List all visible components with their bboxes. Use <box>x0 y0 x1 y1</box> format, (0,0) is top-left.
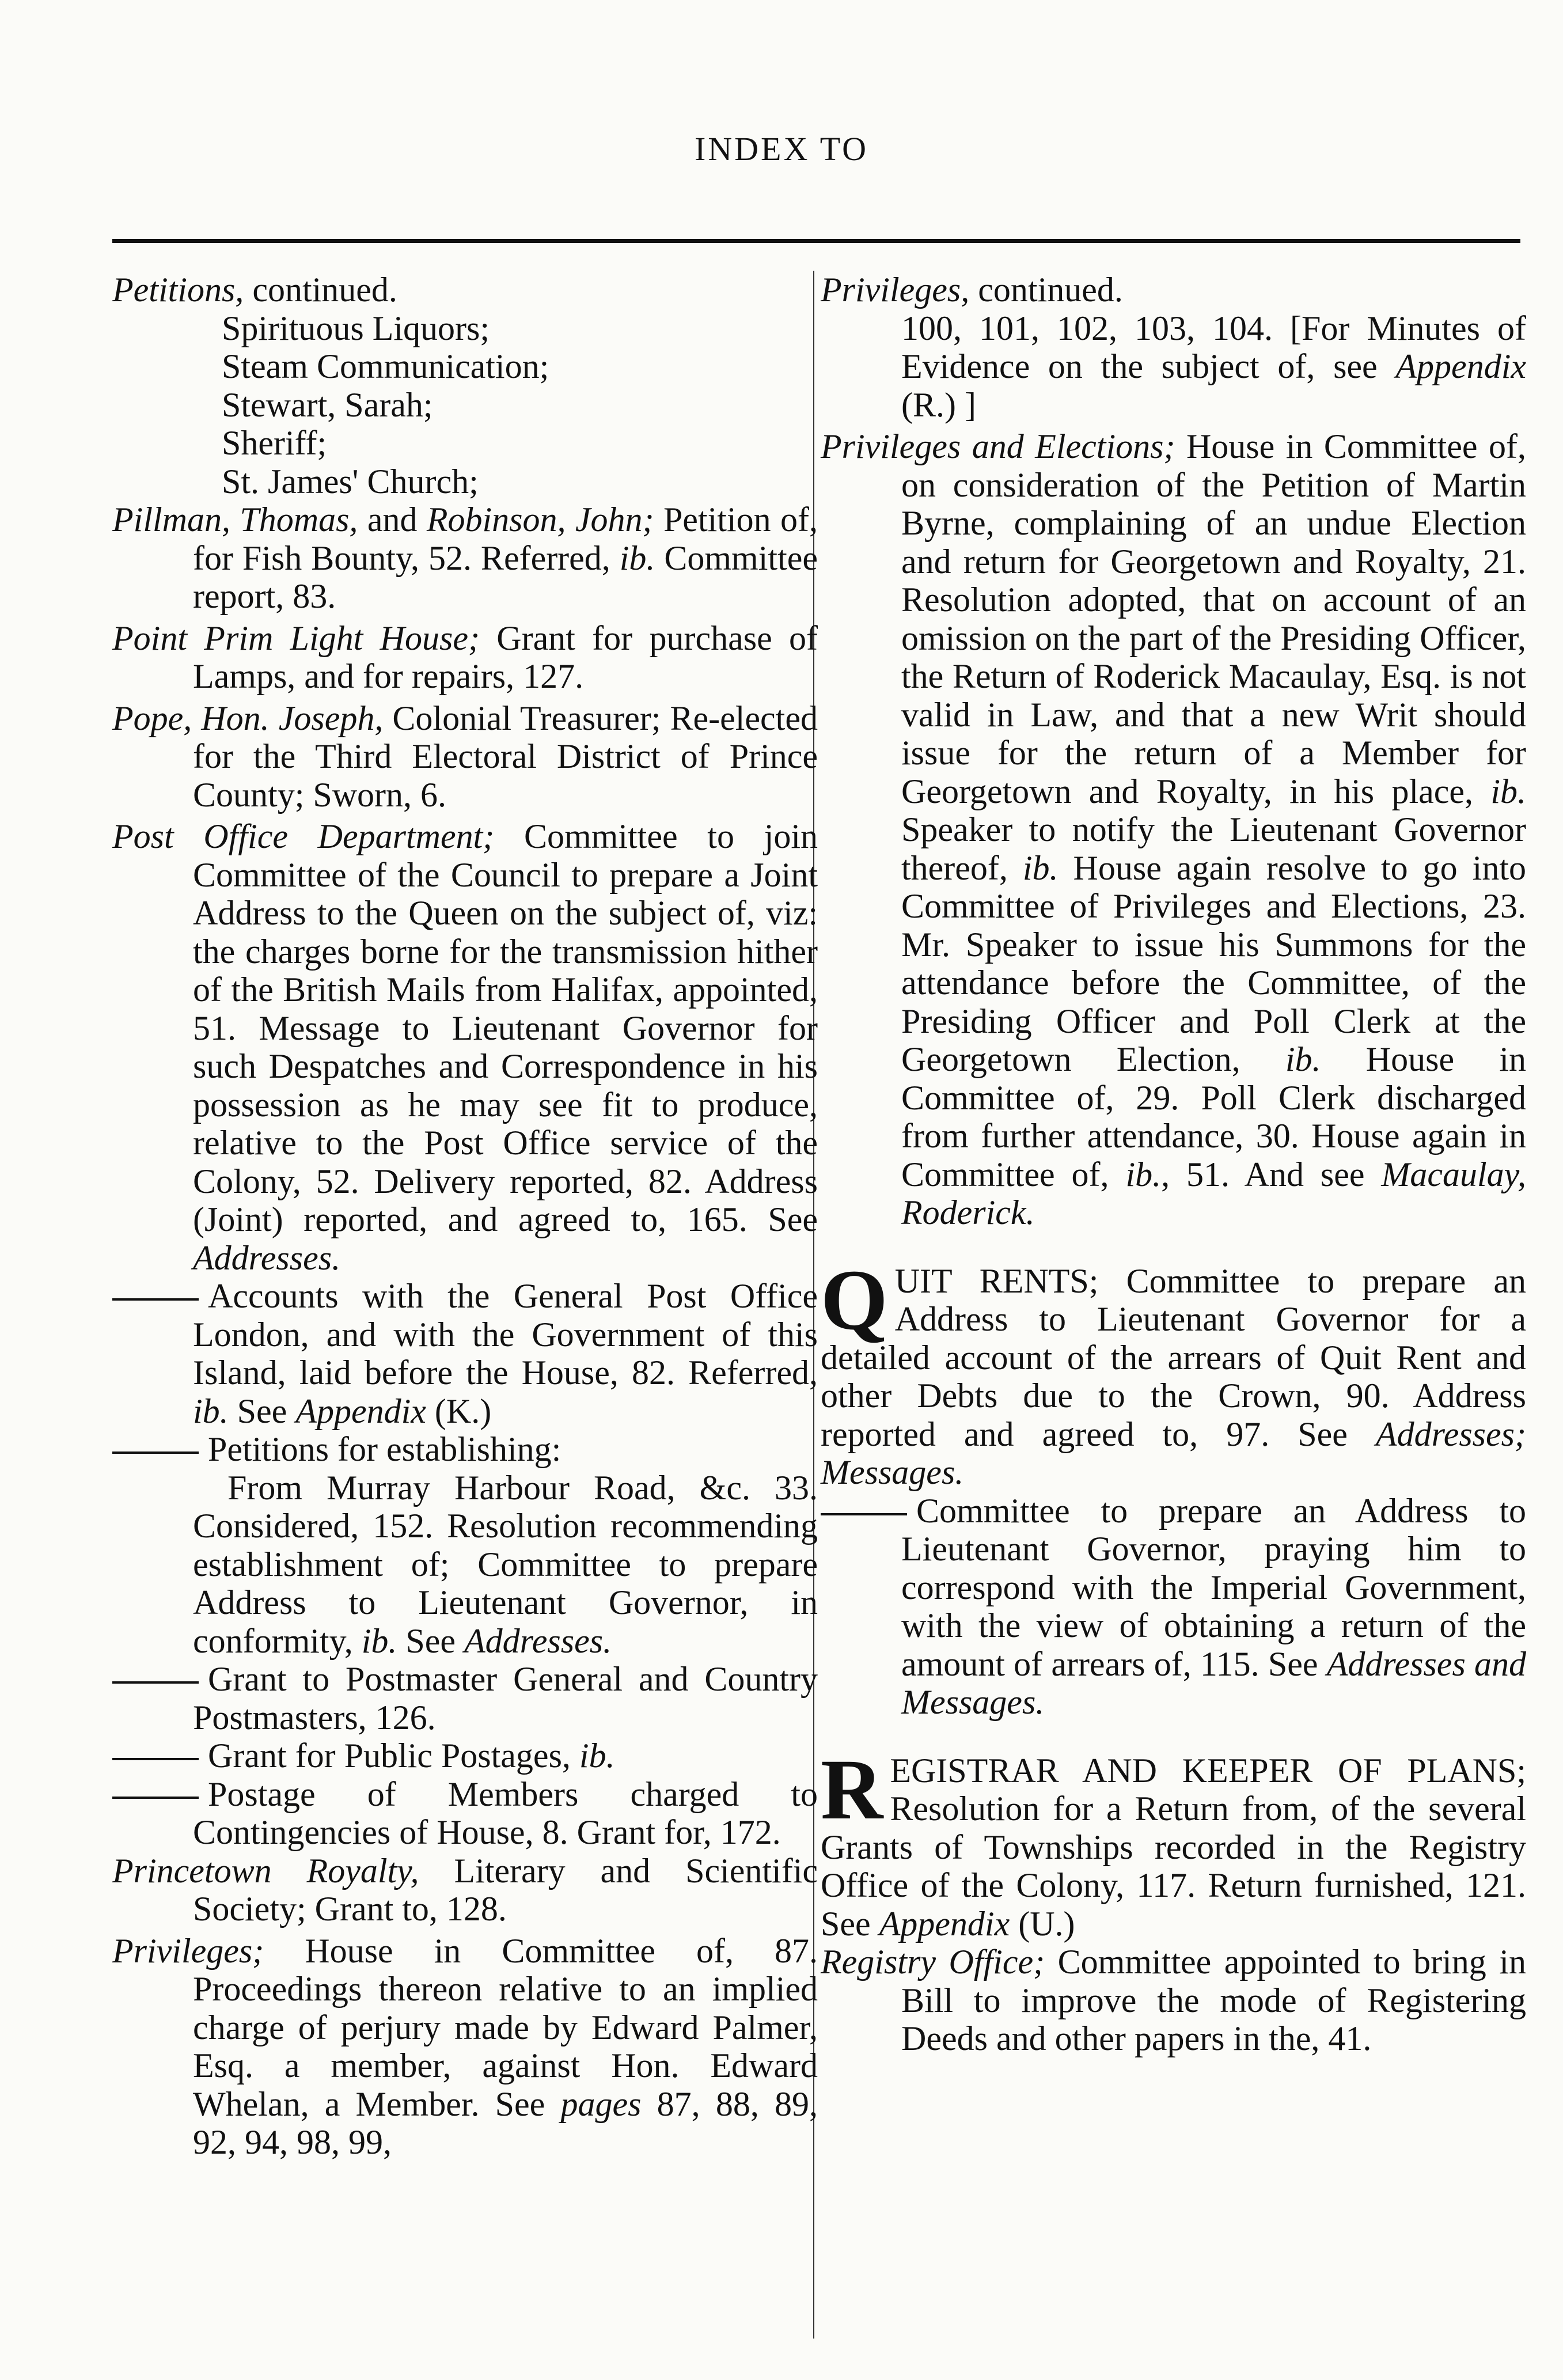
entry-text: House again resolve to go into Committee of Privileges and Elections, 23. Mr. Speaker to issue his Summons for the attendance before the Committee, of the Presiding Officer and Poll Clerk at the Georgetown Election, <box>901 848 1526 1078</box>
entry-text: continued. <box>244 271 397 309</box>
see-ref: pages <box>560 2085 642 2123</box>
entry-text: House in Committee of, 29. Poll Clerk discharged from further attendance, 30. House again in Committee of, <box>901 1040 1526 1193</box>
entry-head: Privileges, <box>821 271 970 309</box>
entry-text: 87, 88, 89, 92, 94, 98, 99, <box>193 2085 818 2161</box>
ib-ref: ib. <box>193 1392 229 1430</box>
spacer <box>821 1232 1526 1262</box>
ib-ref: ib. <box>1285 1040 1321 1078</box>
ib-ref: ib. <box>1125 1155 1162 1193</box>
index-entry-post-office <box>112 817 818 1277</box>
entry-head: Privileges; <box>112 1931 264 1970</box>
ib-ref: ib. <box>361 1621 397 1660</box>
index-entry-princetown <box>112 1852 818 1928</box>
entry-text: Committee to prepare an Address to Lieutenant Governor for a detailed account of the arrears of Quit Rent and other Debts due to the Crown, 90. Address reported and agreed to, 97. See <box>821 1261 1526 1453</box>
sub-entry-accounts <box>112 1277 818 1430</box>
list-item: Steam Communication; <box>222 347 549 385</box>
ib-ref: ib. <box>1490 772 1526 810</box>
em-dash <box>821 1513 907 1515</box>
entry-text: (U.) <box>1010 1904 1075 1943</box>
entry-text: and <box>358 501 427 539</box>
entry-text: Grant to Postmaster General and Country Postmasters, 126. <box>193 1660 818 1737</box>
entry-text: From Murray Harbour Road, &c. 33. Considered, 152. Resolution recommending establishment of; Committee to prepare Address to Lieutenant Governor, in conformity, <box>193 1468 818 1660</box>
see-ref: Appendix <box>879 1904 1010 1943</box>
see-ref: Macaulay, Roderick. <box>901 1155 1526 1231</box>
entry-text: Resolution for a Return from, of the several Grants of Townships recorded in the Registry Office of the Colony, 117. Return furnished, 121. See <box>821 1790 1526 1943</box>
entry-head: Registry Office; <box>821 1943 1045 1981</box>
sub-entry-postmaster <box>112 1660 818 1737</box>
index-entry-point-prim <box>112 619 818 696</box>
em-dash <box>112 1797 199 1799</box>
entry-text: Grant for Public Postages, <box>208 1737 579 1775</box>
em-dash <box>112 1452 199 1454</box>
sub-entry-members-postage <box>112 1775 818 1852</box>
see-ref: Appendix <box>295 1392 426 1430</box>
index-entry-registrar <box>821 1741 1526 1943</box>
sub-entry-petitions-establishing <box>112 1430 818 1469</box>
ib-ref: ib. <box>579 1737 615 1775</box>
entry-head: Pillman, Thomas, <box>112 501 358 539</box>
entry-text: House in Committee of, 87. Proceedings thereon relative to an implied charge of perjury made by Edward Palmer, Esq. a member, against Hon. Edward Whelan, a Member. See <box>193 1931 818 2123</box>
index-entry-pope <box>112 699 818 814</box>
entry-text: Petitions for establishing: <box>208 1430 562 1468</box>
entry-text: Committee report, 83. <box>193 539 818 615</box>
entry-head: EGISTRAR AND KEEPER OF PLANS; <box>890 1751 1526 1790</box>
entry-head: Privileges and Elections; <box>821 427 1175 465</box>
index-entry-privileges-continued <box>821 271 1526 424</box>
see-ref: Addresses and Messages. <box>901 1644 1526 1721</box>
entry-text: Committee to join Committee of the Council to prepare a Joint Address to the Queen on the subject of, viz: the charges borne for the transmission hither of the British Mails from Halifax, appointed, 51. Message to Lieutenant Governor for such Despatches and Correspondence in his possession as he may see fit to produce, relative to the Post Office service of the Colony, 52. Delivery reported, 82. Address (Joint) reported, and agreed to, 165. See <box>193 817 818 1238</box>
em-dash <box>112 1298 199 1301</box>
entry-text: , 51. And see <box>1161 1155 1382 1193</box>
list-item: Spirituous Liquors; <box>222 309 490 347</box>
index-entry-privileges <box>112 1932 818 2162</box>
running-head: INDEX TO <box>694 130 869 168</box>
list-item: Stewart, Sarah; <box>222 385 433 424</box>
ib-ref: ib. <box>619 539 655 577</box>
list-item: St. James' Church; <box>222 462 479 501</box>
sub-entry-public-postages <box>112 1737 818 1775</box>
entry-text: Petition of, for Fish Bounty, 52. Referred, <box>193 501 818 577</box>
entry-text: Speaker to notify the Lieutenant Governor thereof, <box>901 810 1526 887</box>
entry-text: Literary and Scientific Society; Grant to, 128. <box>193 1851 818 1928</box>
drop-cap: Q <box>821 1252 888 1348</box>
entry-text: Grant for purchase of Lamps, and for repairs, 127. <box>193 619 818 695</box>
left-column <box>112 271 818 2162</box>
entry-text: House in Committee of, on consideration of the Petition of Martin Byrne, complaining of an undue Election and return for Georgetown and Royalty, 21. Resolution adopted, that on account of an omission on the part of the Presiding Officer, the Return of Roderick Macaulay, Esq. is not valid in Law, and that a new Writ should issue for the return of a Member for Georgetown and Royalty, in his place, <box>901 427 1526 810</box>
spacer <box>821 1722 1526 1752</box>
entry-head: Petitions, <box>112 271 244 309</box>
entry-text: (R.) ] <box>901 385 976 424</box>
entry-head: UIT RENTS; <box>894 1261 1099 1300</box>
list-item: Sheriff; <box>222 424 327 462</box>
ib-ref: ib. <box>1022 848 1059 887</box>
see-ref: Addresses. <box>193 1238 341 1277</box>
entry-head: Pope, Hon. Joseph, <box>112 699 384 737</box>
right-column <box>821 271 1526 2058</box>
entry-text: See <box>228 1392 296 1430</box>
index-entry-pillman <box>112 501 818 616</box>
em-dash <box>112 1681 199 1684</box>
continued-list <box>112 309 818 501</box>
entry-text: See <box>397 1621 465 1660</box>
entry-text: Committee appointed to bring in Bill to improve the mode of Registering Deeds and other papers in the, 41. <box>901 1943 1526 2057</box>
entry-text: Postage of Members charged to Contingencies of House, 8. Grant for, 172. <box>193 1775 818 1851</box>
entry-text: 100, 101, 102, 103, 104. [For Minutes of Evidence on the subject of, see <box>901 309 1526 385</box>
see-ref: Appendix <box>1395 347 1526 385</box>
entry-head: Princetown Royalty, <box>112 1851 419 1890</box>
entry-head: Robinson, John; <box>426 501 654 539</box>
entry-text: Colonial Treasurer; Re-elected for the Third Electoral District of Prince County; Sworn, 6. <box>193 699 818 814</box>
index-entry-petitions-continued <box>112 271 818 309</box>
entry-head: Point Prim Light House; <box>112 619 480 657</box>
entry-text: continued. <box>969 271 1123 309</box>
index-entry-quit-rents <box>821 1252 1526 1492</box>
sub-entry-quit-rents-committee <box>821 1492 1526 1722</box>
entry-text: Committee to prepare an Address to Lieutenant Governor, praying him to correspond with the Imperial Government, with the view of obtaining a return of the amount of arrears of, 115. See <box>901 1491 1526 1683</box>
entry-text: (K.) <box>426 1392 492 1430</box>
header-rule <box>112 239 1520 243</box>
drop-cap: R <box>821 1741 883 1837</box>
see-ref: Addresses. <box>464 1621 612 1660</box>
entry-text: Accounts with the General Post Office London, and with the Government of this Island, laid before the House, 82. Referred, <box>193 1277 818 1392</box>
sub-entry-murray-harbour <box>112 1469 818 1661</box>
index-entry-privileges-elections <box>821 427 1526 1232</box>
entry-head: Post Office Department; <box>112 817 495 855</box>
see-ref: Addresses; Messages. <box>821 1415 1526 1491</box>
em-dash <box>112 1758 199 1760</box>
index-entry-registry-office <box>821 1943 1526 2058</box>
